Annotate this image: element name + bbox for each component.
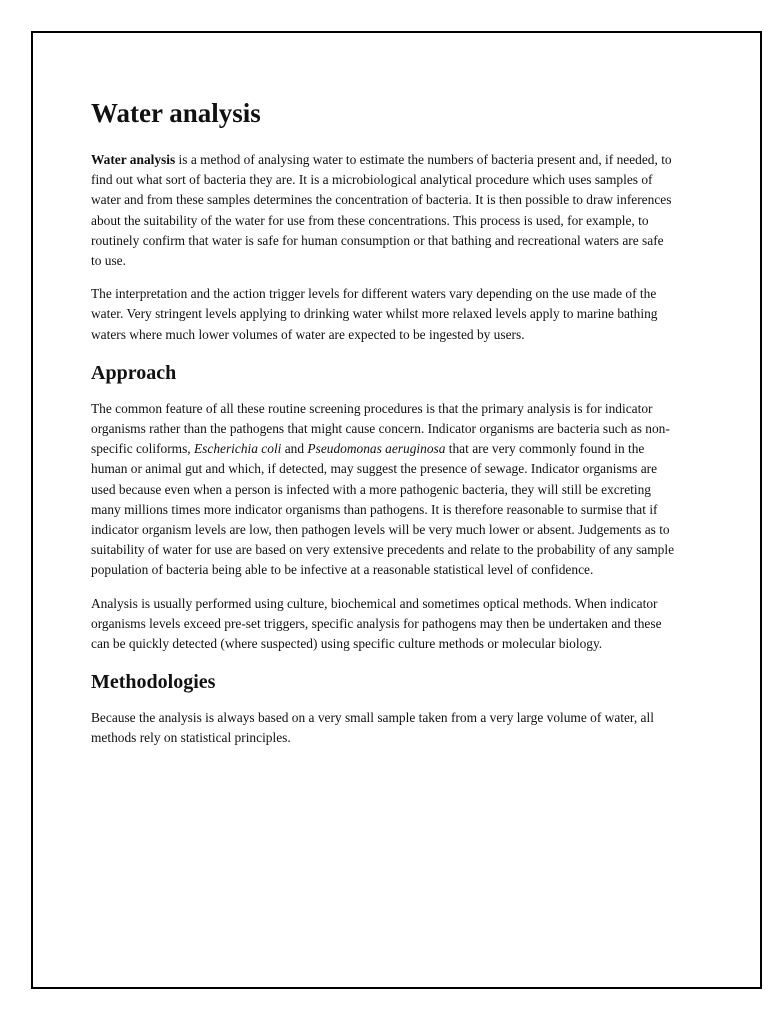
intro-text: is a method of analysing water to estimate the numbers of bacteria present and, if needed, to find out what sort of bacteria they are. It is a microbiological analytical procedure which uses samples of water and from these samples determines the concentration of bacteria. It is then possible to draw inferences about the suitability of the water for use from these concentrations. This process is used, for example, to routinely confirm that water is safe for human consumption or that bathing and recreational waters are safe to use. (91, 152, 672, 269)
approach-text-c: that are very commonly found in the human or animal gut and which, if detected, may suggest the presence of sewage. Indicator organisms are used because even when a person is infected with a more pathogenic bacteria, they will still be excreting many millions times more indicator organisms than pathogens. It is therefore reasonable to surmise that if indicator organism levels are low, then pathogen levels will be very much lower or absent. Judgements as to suitability of water for use are based on very extensive precedents and relate to the probability of any sample population of bacteria being able to be infective at a reasonable statistical level of confidence. (91, 441, 675, 578)
approach-paragraph-2: Analysis is usually performed using culture, biochemical and sometimes optical methods. When indicator organisms levels exceed pre-set triggers, specific analysis for pathogens may then be undertaken and these can be quickly detected (where suspected) using specific culture methods or molecular biology. (91, 595, 662, 652)
methodologies-paragraph-1: Because the analysis is always based on a very small sample taken from a very large volume of water, all methods rely on statistical principles. (91, 710, 654, 746)
document-page (31, 31, 762, 989)
document-content (91, 95, 676, 762)
approach-italic-pseudomonas: Pseudomonas aeruginosa (307, 441, 446, 457)
intro-bold-term: Water analysis (91, 152, 176, 167)
methodologies-heading: Methodologies (91, 671, 216, 694)
usage-paragraph: The interpretation and the action trigger levels for different waters vary depending on the use made of the water. Very stringent levels applying to drinking water whilst more relaxed levels apply to marine bathing waters where much lower volumes of water are expected to be ingested by users. (91, 286, 658, 342)
page-title: Water analysis (91, 98, 261, 128)
approach-text-a: The common feature of all these routine screening procedures is that the primary analysis is for indicator organisms rather than the pathogens that might cause concern. Indicator organisms are bacteria such as non-specific coliforms, (91, 400, 670, 457)
approach-italic-ecoli: Escherichia coli (194, 441, 282, 457)
approach-text-b: and (281, 441, 308, 457)
approach-paragraph-1 (91, 399, 676, 581)
intro-paragraph (91, 150, 676, 271)
approach-heading: Approach (91, 361, 177, 384)
